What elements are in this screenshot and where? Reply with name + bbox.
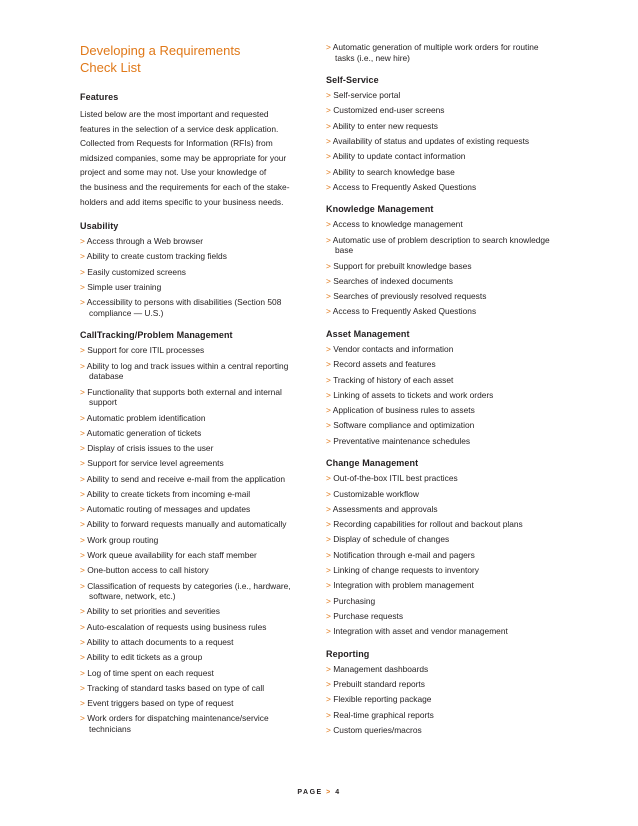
- bullet-arrow-icon: >: [80, 297, 85, 308]
- list-item-text: Flexible reporting package: [333, 694, 432, 705]
- intro-line: Listed below are the most important and requested: [80, 109, 269, 119]
- section-heading-change-management: Change Management: [326, 458, 419, 469]
- list-item-text: Access to Frequently Asked Questions: [332, 306, 477, 317]
- list-item: [326, 306, 558, 317]
- bullet-arrow-icon: >: [326, 136, 331, 147]
- list-item: [80, 345, 305, 356]
- list-item: [80, 282, 305, 293]
- bullet-arrow-icon: >: [80, 236, 85, 247]
- list-item-text: Work orders for dispatching maintenance/service technicians: [87, 713, 269, 735]
- list-item: [80, 251, 305, 262]
- page-number: 4: [335, 789, 341, 796]
- bullet-arrow-icon: >: [326, 105, 331, 116]
- bullet-arrow-icon: >: [326, 275, 331, 286]
- list-item: [80, 683, 305, 694]
- list-item: [80, 413, 305, 424]
- bullet-arrow-icon: >: [80, 606, 85, 617]
- bullet-arrow-icon: >: [326, 626, 331, 637]
- list-item: [80, 606, 305, 617]
- list-item: [80, 550, 305, 561]
- list-item: [326, 580, 558, 591]
- left-column: [80, 42, 305, 747]
- bullet-arrow-icon: >: [326, 519, 331, 530]
- bullet-arrow-icon: >: [80, 251, 85, 262]
- bullet-arrow-icon: >: [80, 458, 85, 469]
- list-item-text: Tracking of standard tasks based on type of call: [87, 682, 265, 693]
- bullet-arrow-icon: >: [326, 42, 331, 52]
- list-item: [80, 428, 305, 439]
- list-item: [326, 167, 558, 178]
- bullet-arrow-icon: >: [80, 550, 85, 561]
- list-item: [326, 420, 558, 431]
- list-item-text: Classification of requests by categories (i.e., hardware, software, network, etc.): [87, 580, 291, 602]
- bullet-arrow-icon: >: [80, 282, 85, 292]
- list-item: [80, 535, 305, 546]
- intro-line: midsized companies, some may be appropriate for your: [80, 152, 287, 163]
- bullet-arrow-icon: >: [80, 443, 85, 454]
- list-item-text: Work group routing: [87, 534, 159, 545]
- list-item: [326, 725, 558, 736]
- bullet-arrow-icon: >: [80, 345, 85, 356]
- list-item-text: Display of schedule of changes: [333, 534, 450, 545]
- bullet-arrow-icon: >: [326, 181, 331, 192]
- list-item: [326, 405, 558, 416]
- list-item-text: Access through a Web browser: [86, 236, 204, 247]
- intro-line: features in the selection of a service desk application.: [80, 123, 279, 134]
- list-item-text: Support for prebuilt knowledge bases: [333, 260, 472, 271]
- list-item-text: Application of business rules to assets: [332, 405, 475, 416]
- bullet-arrow-icon: >: [80, 534, 85, 545]
- bullet-arrow-icon: >: [326, 374, 331, 385]
- list-item: [80, 297, 305, 318]
- list-item-text: Log of time spent on each request: [87, 667, 214, 678]
- section-heading-asset-management: Asset Management: [326, 329, 410, 340]
- list-item: [326, 436, 558, 447]
- list-item-text: One-button access to call history: [87, 565, 209, 576]
- list-item-text: Customizable workflow: [333, 488, 419, 499]
- list-item: [326, 42, 558, 63]
- bullet-arrow-icon: >: [80, 621, 85, 632]
- list-item: [326, 694, 558, 705]
- list-item: [80, 565, 305, 576]
- list-item-text: Ability to log and track issues within a central reporting database: [86, 360, 289, 382]
- list-item-text: Ability to send and receive e-mail from the application: [86, 473, 286, 484]
- list-item-text: Searches of indexed documents: [333, 275, 453, 286]
- list-item-text: Accessibility to persons with disabilities (Section 508 compliance — U.S.): [86, 297, 282, 318]
- list-item-text: Display of crisis issues to the user: [87, 443, 214, 454]
- bullet-arrow-icon: >: [326, 405, 331, 416]
- bullet-arrow-icon: >: [326, 694, 331, 705]
- page-separator: >: [326, 789, 332, 796]
- page-title: [80, 42, 305, 76]
- list-item-text: Customized end-user screens: [333, 105, 445, 116]
- list-item: [326, 626, 558, 637]
- list-item: [326, 550, 558, 561]
- list-item-text: Custom queries/macros: [333, 724, 422, 735]
- list-item-text: Ability to create custom tracking fields: [86, 251, 227, 262]
- list-item-text: Event triggers based on type of request: [87, 698, 234, 709]
- bullet-arrow-icon: >: [326, 663, 331, 674]
- left-sections: [80, 221, 305, 734]
- bullet-arrow-icon: >: [326, 120, 331, 131]
- list-item-text: Prebuilt standard reports: [333, 679, 425, 690]
- list-item: [326, 710, 558, 721]
- bullet-arrow-icon: >: [326, 389, 331, 400]
- list-item: [326, 664, 558, 675]
- bullet-arrow-icon: >: [80, 519, 85, 530]
- section-heading-calltracking-problem-management: CallTracking/Problem Management: [80, 330, 233, 341]
- list-item: [326, 235, 558, 256]
- bullet-arrow-icon: >: [326, 595, 331, 606]
- list-item: [326, 390, 558, 401]
- list-item-text: Availability of status and updates of existing requests: [332, 136, 530, 147]
- list-item: [80, 713, 305, 734]
- list-item: [326, 219, 558, 230]
- list-item: [80, 474, 305, 485]
- list-item: [326, 611, 558, 622]
- list-item-text: Ability to create tickets from incoming e-mail: [86, 488, 251, 499]
- bullet-arrow-icon: >: [326, 435, 331, 446]
- bullet-arrow-icon: >: [326, 344, 331, 355]
- list-item: [326, 90, 558, 101]
- list-item-text: Purchase requests: [333, 610, 404, 621]
- right-column: [326, 42, 558, 747]
- bullet-arrow-icon: >: [326, 359, 331, 370]
- bullet-arrow-icon: >: [80, 667, 85, 678]
- section-heading-self-service: Self-Service: [326, 75, 379, 86]
- list-item: [326, 679, 558, 690]
- list-item-text: Tracking of history of each asset: [333, 374, 454, 385]
- bullet-arrow-icon: >: [326, 724, 331, 735]
- bullet-arrow-icon: >: [80, 266, 85, 277]
- list-item: [80, 637, 305, 648]
- bullet-arrow-icon: >: [326, 260, 331, 271]
- list-item-text: Integration with asset and vendor management: [333, 626, 508, 637]
- bullet-arrow-icon: >: [326, 166, 331, 177]
- bullet-arrow-icon: >: [326, 503, 331, 514]
- bullet-arrow-icon: >: [326, 679, 331, 690]
- bullet-arrow-icon: >: [326, 291, 331, 302]
- list-item: [80, 622, 305, 633]
- list-item-text: Real-time graphical reports: [333, 709, 434, 720]
- bullet-arrow-icon: >: [80, 488, 85, 499]
- list-item: [326, 344, 558, 355]
- list-item: [80, 236, 305, 247]
- features-intro: [80, 107, 305, 209]
- list-item-text: Linking of assets to tickets and work orders: [333, 389, 494, 400]
- list-item: [326, 534, 558, 545]
- list-item: [80, 267, 305, 278]
- list-item: [80, 519, 305, 530]
- checklist-reporting: [326, 664, 558, 736]
- list-item-text: Purchasing: [333, 595, 376, 606]
- bullet-arrow-icon: >: [326, 709, 331, 720]
- list-item-text: Out-of-the-box ITIL best practices: [333, 473, 458, 484]
- list-item: [326, 291, 558, 302]
- list-item: [80, 387, 305, 408]
- page-title-line-1: Developing a Requirements: [80, 43, 241, 58]
- bullet-arrow-icon: >: [326, 90, 331, 101]
- bullet-arrow-icon: >: [326, 306, 331, 317]
- list-item: [80, 504, 305, 515]
- list-item: [80, 458, 305, 469]
- section-heading-knowledge-management: Knowledge Management: [326, 204, 434, 215]
- list-item-text: Ability to edit tickets as a group: [86, 652, 203, 663]
- list-item: [326, 375, 558, 386]
- list-item: [326, 473, 558, 484]
- bullet-arrow-icon: >: [326, 219, 331, 230]
- bullet-arrow-icon: >: [80, 386, 85, 397]
- bullet-arrow-icon: >: [80, 652, 85, 663]
- bullet-arrow-icon: >: [80, 565, 85, 576]
- list-item: [326, 489, 558, 500]
- list-item-text: Access to knowledge management: [332, 219, 463, 230]
- bullet-arrow-icon: >: [80, 698, 85, 709]
- list-item-text: Ability to search knowledge base: [332, 166, 455, 177]
- list-item-text: Automatic problem identification: [86, 412, 206, 423]
- intro-line: holders and add items specific to your business needs.: [80, 196, 284, 207]
- list-item: [80, 698, 305, 709]
- list-item: [326, 596, 558, 607]
- intro-line: the business and the requirements for each of the stake-: [80, 181, 290, 192]
- bullet-arrow-icon: >: [80, 427, 85, 438]
- bullet-arrow-icon: >: [80, 473, 85, 484]
- bullet-arrow-icon: >: [80, 637, 85, 648]
- list-item: [326, 519, 558, 530]
- list-item-text: Automatic generation of multiple work orders for routine tasks (i.e., new hire): [332, 42, 539, 63]
- list-item-text: Notification through e-mail and pagers: [333, 549, 475, 560]
- list-item-text: Support for core ITIL processes: [87, 345, 205, 356]
- checklist-continued: [326, 42, 558, 63]
- list-item-text: Ability to attach documents to a request: [86, 637, 234, 648]
- list-item-text: Automatic use of problem description to search knowledge base: [332, 234, 550, 256]
- list-item-text: Linking of change requests to inventory: [333, 565, 479, 576]
- list-item: [326, 359, 558, 370]
- bullet-arrow-icon: >: [326, 473, 331, 484]
- list-item: [326, 105, 558, 116]
- list-item-text: Ability to forward requests manually and automatically: [86, 519, 287, 530]
- list-item-text: Self-service portal: [333, 90, 401, 101]
- features-heading: Features: [80, 92, 119, 102]
- list-item: [326, 121, 558, 132]
- list-item: [80, 652, 305, 663]
- list-item: [80, 581, 305, 602]
- page-footer: [0, 789, 638, 796]
- checklist-usability: [80, 236, 305, 318]
- list-item: [80, 443, 305, 454]
- list-item-text: Functionality that supports both external and internal support: [87, 386, 282, 408]
- list-item-text: Assessments and approvals: [332, 503, 438, 514]
- checklist-calltracking-problem-management: [80, 345, 305, 734]
- list-item: [80, 668, 305, 679]
- list-item: [80, 489, 305, 500]
- list-item: [326, 504, 558, 515]
- list-item-text: Recording capabilities for rollout and backout plans: [333, 519, 523, 530]
- list-item-text: Support for service level agreements: [87, 458, 224, 469]
- list-item-text: Ability to enter new requests: [332, 120, 438, 131]
- list-item-text: Searches of previously resolved requests: [333, 291, 487, 302]
- page-label: PAGE: [297, 789, 323, 796]
- list-item-text: Work queue availability for each staff member: [87, 550, 257, 561]
- list-item-text: Automatic generation of tickets: [86, 427, 202, 438]
- intro-line: project and some may not. Use your knowledge of: [80, 167, 267, 178]
- section-heading-reporting: Reporting: [326, 648, 370, 659]
- list-item-text: Easily customized screens: [87, 266, 186, 277]
- bullet-arrow-icon: >: [326, 580, 331, 591]
- bullet-arrow-icon: >: [326, 610, 331, 621]
- checklist-asset-management: [326, 344, 558, 446]
- bullet-arrow-icon: >: [326, 488, 331, 499]
- list-item-text: Integration with problem management: [333, 580, 474, 591]
- bullet-arrow-icon: >: [326, 534, 331, 545]
- page-title-line-2: Check List: [80, 60, 141, 75]
- intro-line: Collected from Requests for Information (RFIs) from: [80, 138, 273, 149]
- checklist-self-service: [326, 90, 558, 192]
- bullet-arrow-icon: >: [326, 420, 331, 431]
- list-item-text: Ability to set priorities and severities: [86, 606, 220, 617]
- list-item-text: Simple user training: [87, 282, 162, 292]
- list-item-text: Preventative maintenance schedules: [333, 435, 471, 446]
- list-item-text: Automatic routing of messages and updates: [86, 504, 251, 515]
- bullet-arrow-icon: >: [326, 151, 331, 162]
- section-heading-usability: Usability: [80, 221, 119, 232]
- bullet-arrow-icon: >: [80, 412, 85, 423]
- bullet-arrow-icon: >: [80, 580, 85, 591]
- bullet-arrow-icon: >: [326, 234, 331, 245]
- bullet-arrow-icon: >: [326, 549, 331, 560]
- list-item: [326, 565, 558, 576]
- bullet-arrow-icon: >: [326, 565, 331, 576]
- right-sections: [326, 42, 558, 735]
- bullet-arrow-icon: >: [80, 682, 85, 693]
- list-item-text: Access to Frequently Asked Questions: [332, 181, 477, 192]
- list-item: [326, 151, 558, 162]
- list-item: [80, 361, 305, 382]
- list-item-text: Record assets and features: [333, 359, 436, 370]
- list-item: [326, 261, 558, 272]
- list-item: [326, 136, 558, 147]
- list-item-text: Auto-escalation of requests using business rules: [86, 621, 267, 632]
- list-item-text: Management dashboards: [333, 663, 429, 674]
- bullet-arrow-icon: >: [80, 713, 85, 724]
- bullet-arrow-icon: >: [80, 504, 85, 515]
- bullet-arrow-icon: >: [80, 360, 85, 371]
- list-item: [326, 182, 558, 193]
- list-item: [326, 276, 558, 287]
- list-item-text: Software compliance and optimization: [333, 420, 475, 431]
- checklist-knowledge-management: [326, 219, 558, 317]
- list-item-text: Vendor contacts and information: [333, 344, 454, 355]
- checklist-change-management: [326, 473, 558, 636]
- list-item-text: Ability to update contact information: [332, 151, 466, 162]
